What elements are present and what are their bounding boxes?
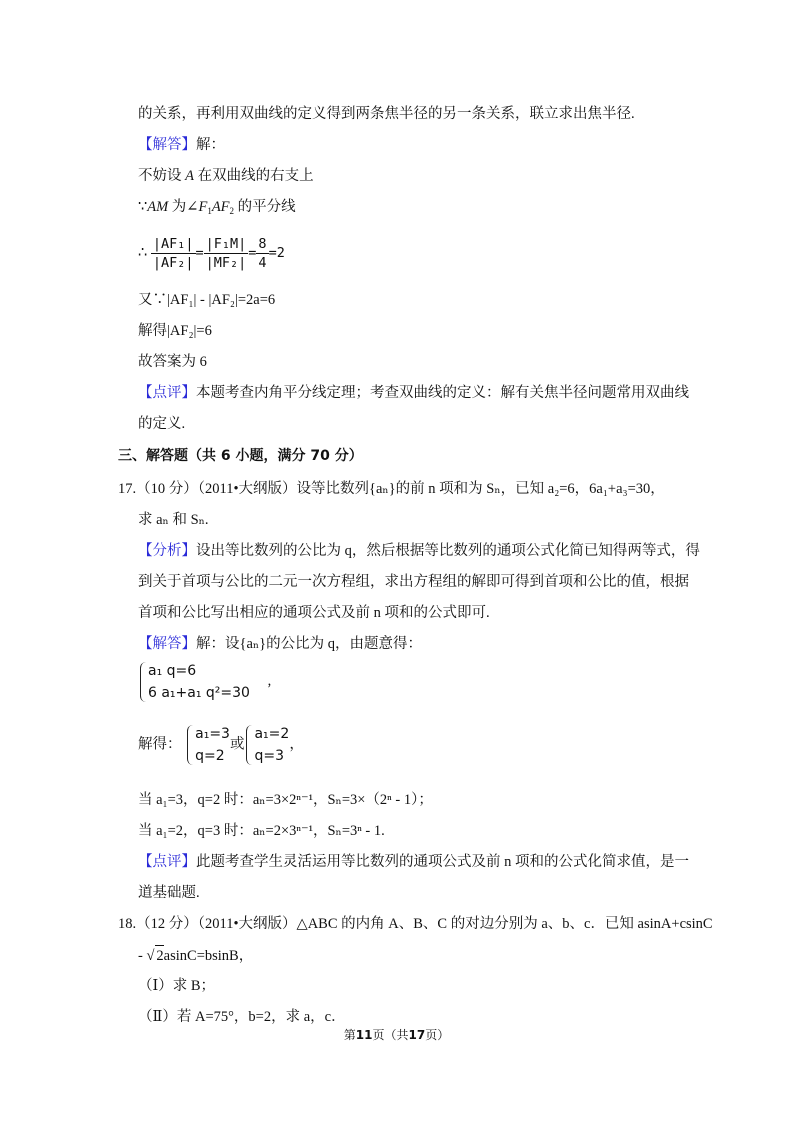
ratio-result: =2 [268,245,285,261]
system-eq-1: a₁ q=6 [148,663,197,679]
current-page: 11 [355,1028,373,1042]
step-2-rest: 的平分线 [237,199,296,215]
equation-rest: asinC=bsinB， [163,948,254,964]
denominator: |MF₂| [205,255,247,272]
brace-solution-2 [244,723,289,767]
solutions-comma: ， [289,736,304,753]
q17-analysis-line-2: 到关于首项与公比的二元一次方程组，求出方程组的解即可得到首项和公比的值，根据 [138,574,689,590]
q18-stem-line-2 [138,945,253,966]
brace-system [138,660,250,704]
point-a: A [211,199,221,215]
therefore-symbol: ∴ [138,245,148,261]
step-1-var: A [185,168,194,184]
denominator: 4 [258,255,267,272]
solved-label: 解得： [138,736,182,753]
point-f: F [198,199,208,215]
point-f2: F [220,199,230,215]
footer-prefix: 第 [343,1028,356,1042]
segment-am: AM [147,199,169,215]
step-1-rest: 在双曲线的右支上 [197,168,314,184]
sol2-eq2: q=3 [254,748,284,764]
q18-stem-line-1: 18.（12 分）（2011•大纲版）△ABC 的内角 A、B、C 的对边分别为 a、b、c．已知 asinA+csinC [118,916,713,932]
q17-answer-heading [138,634,422,654]
footer-suffix: 页） [425,1028,450,1042]
q17-stem-line-2: 求 aₙ 和 Sₙ. [138,512,209,528]
footer-mid: 页（共 [372,1028,409,1042]
solutions [138,723,304,767]
fraction-af1-af2 [151,235,196,272]
q17-comment-line-2: 道基础题. [138,885,200,901]
comment-text: 本题考查内角平分线定理；考查双曲线的定义：解有关焦半径问题常用双曲线 [196,385,689,401]
answer-heading [138,135,225,155]
answer-tag: 【解答】 [138,636,196,652]
fraction-8-4 [256,235,268,272]
q17-analysis-line-3: 首项和公比写出相应的通项公式及前 n 项和的公式即可. [138,605,490,621]
analysis-tag: 【分析】 [138,543,196,559]
equals: = [195,245,204,261]
sol2-eq1: a₁=2 [254,726,290,742]
step-4: 又∵|AF₁| - |AF₂|=2a=6 [138,292,276,308]
brace-solution-1 [185,723,230,767]
q18-part-1: （Ⅰ）求 B； [138,978,216,994]
sol1-eq1: a₁=3 [195,726,230,742]
step-6: 故答案为 6 [138,354,207,370]
system-comma: , [267,673,272,690]
analysis-text: 设出等比数列的公比为 q，然后根据等比数列的通项公式化简已知得两等式，得 [196,543,700,559]
comment-line-1 [138,383,689,403]
answer-lead: 解： [196,137,225,153]
step-2: ∵AM 为$\angle F_1AF_2$ 的平分线 [138,199,296,216]
answer-tag: 【解答】 [138,137,196,153]
radicand: 2 [155,945,163,966]
or-word: 或 [229,736,245,753]
step-1-text: 不妨设 [138,168,182,184]
analysis-continuation: 的关系，再利用双曲线的定义得到两条焦半径的另一条关系，联立求出焦半径. [138,106,635,122]
q17-comment-line-1 [138,852,689,872]
numerator: |F₁M| [205,236,247,253]
step-3-ratio [138,233,285,273]
case-2: 当 a₁=2，q=3 时：aₙ=2×3ⁿ⁻¹，Sₙ=3ⁿ - 1. [138,823,385,839]
answer-lead: 解：设{aₙ}的公比为 q，由题意得： [196,636,423,652]
q17-analysis-line-1 [138,541,700,561]
total-pages: 17 [408,1028,426,1042]
angle-text: 为∠ [171,199,199,215]
numerator: |AF₁| [152,236,194,253]
comment-line-2: 的定义. [138,416,186,432]
comment-tag: 【点评】 [138,854,196,870]
step-5: 解得|AF₂|=6 [138,323,212,339]
q17-stem-line-1: 17.（10 分）（2011•大纲版）设等比数列{aₙ}的前 n 项和为 Sₙ，已知 a₂=6，6a₁+a₃=30， [118,481,665,497]
sol1-eq2: q=2 [195,748,225,764]
page-footer [0,1026,793,1043]
comment-tag: 【点评】 [138,385,196,401]
step-1 [138,166,314,186]
comment-text: 此题考查学生灵活运用等比数列的通项公式及前 n 项和的公式化简求值，是一 [196,854,689,870]
because-symbol: ∵ [138,199,148,215]
fraction-f1m-mf2 [204,235,249,272]
numerator: 8 [258,236,267,253]
system-eq-2: 6 a₁+a₁ q²=30 [148,685,250,701]
denominator: |AF₂| [152,255,194,272]
section-heading: 三、解答题（共 6 小题，满分 70 分） [118,448,363,464]
equation-system [138,660,271,704]
case-1: 当 a₁=3，q=2 时：aₙ=3×2ⁿ⁻¹，Sₙ=3×（2ⁿ - 1）； [138,792,433,808]
sqrt-sign: - √ [138,948,155,964]
q18-part-2: （Ⅱ）若 A=75°，b=2，求 a，c． [138,1009,346,1025]
equals: = [248,245,257,261]
